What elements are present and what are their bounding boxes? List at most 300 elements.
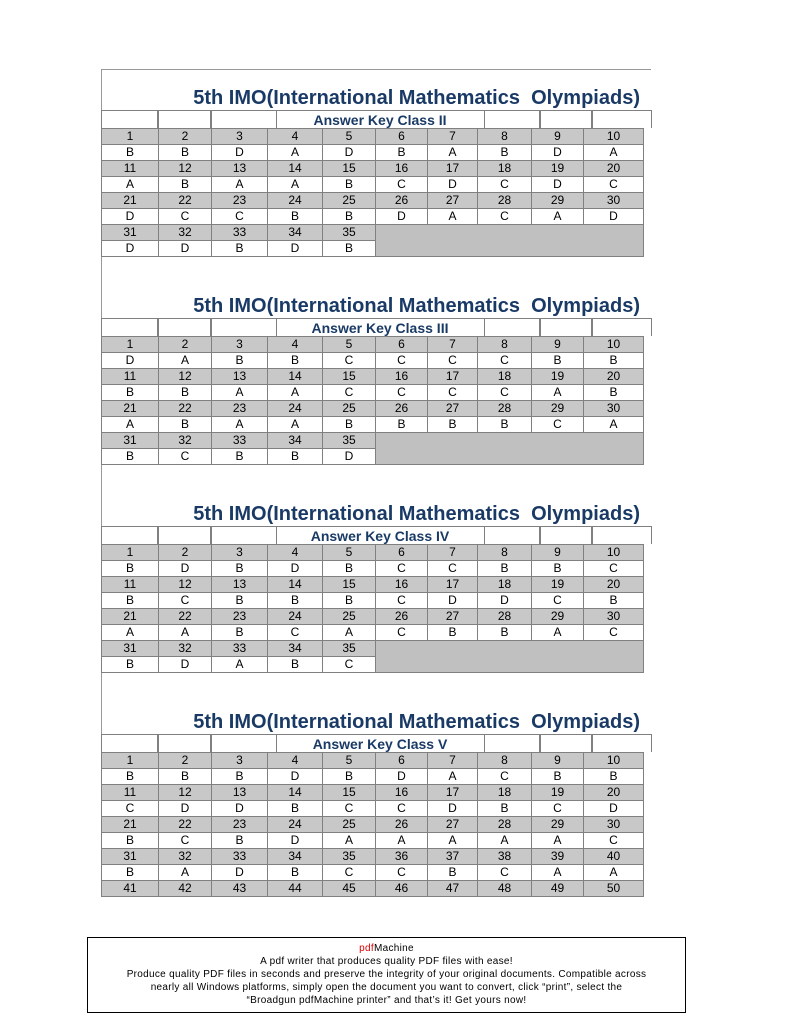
answer-cell: A (212, 657, 268, 673)
answer-cell: A (323, 625, 376, 641)
question-number-cell: 1 (102, 129, 159, 145)
question-number-cell: 25 (323, 609, 376, 625)
question-number-cell: 22 (159, 401, 212, 417)
answer-cell: C (268, 625, 323, 641)
question-number-cell: 18 (478, 785, 532, 801)
answer-cell: B (212, 449, 268, 465)
answer-cell: D (268, 833, 323, 849)
question-number-cell: 5 (323, 545, 376, 561)
question-number-cell: 22 (159, 609, 212, 625)
footer-line-4: “Broadgun pdfMachine printer” and that’s it! Get yours now! (246, 995, 527, 1006)
answer-cell: C (159, 209, 212, 225)
question-number-cell: 28 (478, 193, 532, 209)
header-empty-cell (211, 526, 277, 544)
question-number-cell: 23 (212, 193, 268, 209)
answer-cell: D (428, 177, 478, 193)
answer-cell: D (532, 145, 584, 161)
question-number-cell: 23 (212, 817, 268, 833)
question-number-cell: 3 (212, 753, 268, 769)
answer-cell: C (159, 833, 212, 849)
question-number-cell: 15 (323, 785, 376, 801)
question-number-cell: 32 (159, 849, 212, 865)
answer-cell: B (268, 353, 323, 369)
answer-key-table (101, 752, 644, 897)
question-number-cell: 40 (584, 849, 644, 865)
answer-cell: A (428, 833, 478, 849)
answer-cell: A (323, 833, 376, 849)
answer-cell: B (478, 801, 532, 817)
question-number-cell: 5 (323, 129, 376, 145)
question-number-row (102, 785, 644, 801)
question-number-cell: 7 (428, 129, 478, 145)
question-number-cell: 6 (376, 129, 428, 145)
answer-cell: D (376, 769, 428, 785)
answer-cell: B (323, 209, 376, 225)
question-number-cell: 34 (268, 433, 323, 449)
answer-cell: A (268, 417, 323, 433)
question-number-cell: 26 (376, 401, 428, 417)
answer-cell: B (212, 561, 268, 577)
answer-cell: B (584, 353, 644, 369)
question-number-cell: 10 (584, 337, 644, 353)
question-number-row (102, 849, 644, 865)
answer-cell: A (532, 209, 584, 225)
block-title: 5th IMO(International Mathematics Olympiads) (193, 711, 640, 733)
question-number-cell: 35 (323, 641, 376, 657)
answer-cell: C (376, 561, 428, 577)
question-number-cell: 2 (159, 129, 212, 145)
question-number-cell: 37 (428, 849, 478, 865)
answer-cell: B (584, 769, 644, 785)
answer-cell: D (268, 561, 323, 577)
answer-cell: C (532, 593, 584, 609)
question-number-cell: 28 (478, 401, 532, 417)
footer-line-2: Produce quality PDF files in seconds and preserve the integrity of your original documents. Compatible across (126, 969, 647, 980)
question-number-cell: 9 (532, 129, 584, 145)
answer-cell: A (159, 353, 212, 369)
answer-cell: B (102, 593, 159, 609)
header-empty-cell (540, 110, 592, 128)
answer-cell: D (428, 593, 478, 609)
question-number-cell: 41 (102, 881, 159, 897)
answer-cell: B (376, 417, 428, 433)
question-number-cell: 22 (159, 193, 212, 209)
answer-cell: C (323, 353, 376, 369)
answer-cell: D (159, 657, 212, 673)
answer-cell: B (478, 417, 532, 433)
answer-cell: C (532, 417, 584, 433)
answer-cell: C (323, 385, 376, 401)
answer-cell: C (478, 769, 532, 785)
header-empty-cell (211, 734, 277, 752)
question-number-cell: 42 (159, 881, 212, 897)
answer-cell: A (102, 625, 159, 641)
question-number-row (102, 337, 644, 353)
question-number-cell: 27 (428, 401, 478, 417)
answer-cell: B (478, 561, 532, 577)
question-number-cell: 14 (268, 369, 323, 385)
answer-row (102, 593, 644, 609)
answer-cell: D (102, 209, 159, 225)
header-empty-cell (158, 526, 211, 544)
answer-cell: C (376, 865, 428, 881)
question-number-cell: 17 (428, 369, 478, 385)
answer-cell: B (323, 241, 376, 257)
question-number-cell: 30 (584, 817, 644, 833)
header-empty-cell (484, 526, 540, 544)
answer-cell: C (584, 561, 644, 577)
header-empty-cell (101, 526, 158, 544)
answer-key-table (101, 128, 644, 257)
question-number-cell: 21 (102, 609, 159, 625)
answer-cell: B (323, 177, 376, 193)
question-number-cell: 31 (102, 641, 159, 657)
header-empty-cell (211, 318, 277, 336)
answer-key-header-row (101, 734, 652, 752)
answer-key-label: Answer Key Class IV (276, 526, 484, 544)
answer-cell: C (323, 865, 376, 881)
answer-cell: B (159, 145, 212, 161)
answer-cell: D (478, 593, 532, 609)
answer-cell: A (428, 209, 478, 225)
answer-cell: C (428, 353, 478, 369)
answer-row (102, 385, 644, 401)
question-number-cell: 30 (584, 193, 644, 209)
question-number-cell: 24 (268, 193, 323, 209)
question-number-row (102, 641, 644, 657)
question-number-cell: 25 (323, 401, 376, 417)
question-number-cell: 9 (532, 753, 584, 769)
answer-cell: B (159, 769, 212, 785)
answer-cell: B (102, 449, 159, 465)
answer-cell: B (212, 833, 268, 849)
question-number-cell: 13 (212, 577, 268, 593)
answer-cell: A (532, 833, 584, 849)
question-number-cell: 17 (428, 785, 478, 801)
question-number-cell: 4 (268, 753, 323, 769)
answer-cell: B (376, 145, 428, 161)
question-number-cell: 15 (323, 577, 376, 593)
question-number-cell: 32 (159, 641, 212, 657)
header-empty-cell (484, 110, 540, 128)
question-number-cell: 10 (584, 753, 644, 769)
answer-cell: C (478, 209, 532, 225)
question-number-cell: 29 (532, 193, 584, 209)
question-number-cell: 34 (268, 849, 323, 865)
answer-cell: B (428, 865, 478, 881)
answer-cell: D (268, 769, 323, 785)
question-number-cell: 18 (478, 369, 532, 385)
question-number-cell: 7 (428, 545, 478, 561)
question-number-cell: 8 (478, 337, 532, 353)
answer-cell: A (584, 145, 644, 161)
answer-cell: C (376, 801, 428, 817)
question-number-cell: 38 (478, 849, 532, 865)
question-number-cell: 30 (584, 609, 644, 625)
answer-cell: D (159, 801, 212, 817)
answer-cell: A (102, 177, 159, 193)
answer-key-header-row (101, 526, 652, 544)
answer-cell: C (478, 865, 532, 881)
answer-cell: A (212, 177, 268, 193)
header-empty-cell (158, 318, 211, 336)
answer-cell: B (323, 593, 376, 609)
question-number-row (102, 401, 644, 417)
answer-cell: A (268, 177, 323, 193)
answer-cell: C (376, 385, 428, 401)
question-number-row (102, 433, 644, 449)
header-empty-cell (592, 526, 652, 544)
question-number-row (102, 225, 644, 241)
answer-cell: C (376, 593, 428, 609)
answer-cell: B (478, 145, 532, 161)
answer-cell: D (323, 449, 376, 465)
question-number-cell: 16 (376, 161, 428, 177)
answer-cell: A (212, 385, 268, 401)
answer-cell: A (159, 865, 212, 881)
question-number-cell: 17 (428, 577, 478, 593)
question-number-cell: 30 (584, 401, 644, 417)
question-number-cell: 3 (212, 337, 268, 353)
question-number-cell: 43 (212, 881, 268, 897)
question-number-cell: 5 (323, 337, 376, 353)
answer-cell: A (532, 865, 584, 881)
question-number-cell: 11 (102, 577, 159, 593)
answer-cell: D (212, 865, 268, 881)
answer-cell: B (268, 593, 323, 609)
question-number-cell: 26 (376, 609, 428, 625)
question-number-cell: 32 (159, 225, 212, 241)
answer-cell: A (428, 145, 478, 161)
answer-cell: D (102, 241, 159, 257)
question-number-cell: 18 (478, 161, 532, 177)
question-number-cell: 27 (428, 193, 478, 209)
question-number-cell: 11 (102, 161, 159, 177)
answer-cell: C (532, 801, 584, 817)
answer-cell: C (159, 449, 212, 465)
answer-row (102, 145, 644, 161)
answer-cell: A (159, 625, 212, 641)
block-title: 5th IMO(International Mathematics Olympiads) (193, 295, 640, 317)
answer-cell: B (532, 561, 584, 577)
answer-cell: C (478, 353, 532, 369)
answer-row (102, 561, 644, 577)
question-number-cell: 8 (478, 545, 532, 561)
question-number-cell: 16 (376, 785, 428, 801)
answer-cell: B (212, 769, 268, 785)
header-empty-cell (211, 110, 277, 128)
answer-cell: D (584, 801, 644, 817)
question-number-cell: 25 (323, 817, 376, 833)
answer-row (102, 769, 644, 785)
answer-cell: B (532, 353, 584, 369)
question-number-cell: 23 (212, 401, 268, 417)
question-number-cell: 35 (323, 225, 376, 241)
answer-cell: B (323, 561, 376, 577)
answer-cell: B (212, 353, 268, 369)
question-number-cell: 12 (159, 369, 212, 385)
answer-cell: B (159, 385, 212, 401)
answer-cell: B (268, 657, 323, 673)
answer-cell: C (323, 801, 376, 817)
question-number-cell: 21 (102, 401, 159, 417)
question-number-cell: 4 (268, 337, 323, 353)
question-number-cell: 20 (584, 161, 644, 177)
question-number-cell: 15 (323, 161, 376, 177)
answer-cell: D (532, 177, 584, 193)
question-number-cell: 26 (376, 193, 428, 209)
answer-cell: C (376, 177, 428, 193)
question-number-cell: 36 (376, 849, 428, 865)
header-empty-cell (540, 734, 592, 752)
answer-cell: C (428, 561, 478, 577)
question-number-cell: 10 (584, 129, 644, 145)
question-number-cell: 25 (323, 193, 376, 209)
question-number-cell: 8 (478, 129, 532, 145)
answer-cell: D (376, 209, 428, 225)
answer-cell: B (102, 769, 159, 785)
question-number-cell: 2 (159, 545, 212, 561)
question-number-cell: 39 (532, 849, 584, 865)
question-number-cell: 44 (268, 881, 323, 897)
question-number-cell: 13 (212, 369, 268, 385)
answer-cell: A (584, 865, 644, 881)
answer-row (102, 833, 644, 849)
answer-cell: D (102, 353, 159, 369)
question-number-row (102, 753, 644, 769)
answer-cell: B (212, 625, 268, 641)
question-number-cell: 33 (212, 433, 268, 449)
question-number-row (102, 161, 644, 177)
answer-cell: A (376, 833, 428, 849)
question-number-cell: 6 (376, 337, 428, 353)
question-number-cell: 9 (532, 337, 584, 353)
answer-cell: B (268, 865, 323, 881)
answer-row (102, 625, 644, 641)
question-number-cell: 31 (102, 433, 159, 449)
question-number-cell: 14 (268, 161, 323, 177)
answer-cell: A (532, 385, 584, 401)
question-number-cell: 6 (376, 753, 428, 769)
question-number-cell: 33 (212, 225, 268, 241)
question-number-cell: 4 (268, 129, 323, 145)
question-number-cell: 16 (376, 577, 428, 593)
question-number-cell: 47 (428, 881, 478, 897)
answer-cell: D (159, 561, 212, 577)
question-number-cell: 17 (428, 161, 478, 177)
answer-row (102, 177, 644, 193)
question-number-cell: 48 (478, 881, 532, 897)
question-number-cell: 18 (478, 577, 532, 593)
answer-cell: B (584, 385, 644, 401)
answer-cell: B (323, 769, 376, 785)
question-number-cell: 49 (532, 881, 584, 897)
empty-filler-cell (376, 641, 644, 673)
answer-cell: C (478, 177, 532, 193)
answer-cell: A (268, 145, 323, 161)
header-empty-cell (101, 734, 158, 752)
block-title: 5th IMO(International Mathematics Olympiads) (193, 503, 640, 525)
answer-cell: D (212, 145, 268, 161)
answer-cell: B (428, 417, 478, 433)
answer-cell: B (102, 145, 159, 161)
question-number-cell: 2 (159, 337, 212, 353)
question-number-row (102, 369, 644, 385)
question-number-cell: 21 (102, 817, 159, 833)
question-number-cell: 29 (532, 401, 584, 417)
question-number-cell: 34 (268, 641, 323, 657)
answer-cell: C (323, 657, 376, 673)
question-number-cell: 33 (212, 849, 268, 865)
answer-row (102, 417, 644, 433)
answer-cell: D (268, 241, 323, 257)
question-number-cell: 24 (268, 817, 323, 833)
question-number-cell: 4 (268, 545, 323, 561)
question-number-cell: 1 (102, 337, 159, 353)
answer-cell: B (102, 561, 159, 577)
question-number-cell: 19 (532, 161, 584, 177)
question-number-cell: 32 (159, 433, 212, 449)
footer-line-1: A pdf writer that produces quality PDF files with ease! (260, 956, 513, 967)
question-number-row (102, 193, 644, 209)
answer-cell: A (268, 385, 323, 401)
question-number-cell: 28 (478, 609, 532, 625)
question-number-cell: 34 (268, 225, 323, 241)
question-number-cell: 33 (212, 641, 268, 657)
question-number-cell: 29 (532, 609, 584, 625)
footer-line-3: nearly all Windows platforms, simply open the document you want to convert, click “print”, select the (150, 982, 623, 993)
answer-row (102, 801, 644, 817)
question-number-cell: 12 (159, 577, 212, 593)
question-number-row (102, 817, 644, 833)
header-empty-cell (101, 318, 158, 336)
header-empty-cell (540, 526, 592, 544)
answer-cell: D (428, 801, 478, 817)
pdfmachine-brand: pdfMachine (359, 943, 414, 954)
answer-cell: D (323, 145, 376, 161)
answer-cell: C (478, 385, 532, 401)
question-number-cell: 14 (268, 785, 323, 801)
question-number-cell: 3 (212, 545, 268, 561)
question-number-cell: 13 (212, 161, 268, 177)
answer-cell: C (212, 209, 268, 225)
question-number-cell: 16 (376, 369, 428, 385)
answer-key-header-row (101, 110, 652, 128)
question-number-cell: 35 (323, 433, 376, 449)
answer-cell: C (376, 625, 428, 641)
answer-row (102, 209, 644, 225)
empty-filler-cell (376, 225, 644, 257)
answer-key-label: Answer Key Class V (276, 734, 484, 752)
question-number-cell: 29 (532, 817, 584, 833)
question-number-cell: 19 (532, 369, 584, 385)
answer-cell: A (212, 417, 268, 433)
question-number-cell: 15 (323, 369, 376, 385)
answer-key-header-row (101, 318, 652, 336)
answer-cell: B (102, 833, 159, 849)
answer-cell: B (268, 209, 323, 225)
answer-cell: B (478, 625, 532, 641)
answer-cell: C (428, 385, 478, 401)
question-number-cell: 35 (323, 849, 376, 865)
question-number-cell: 21 (102, 193, 159, 209)
question-number-row (102, 129, 644, 145)
answer-cell: D (159, 241, 212, 257)
header-empty-cell (592, 318, 652, 336)
answer-cell: D (212, 801, 268, 817)
header-empty-cell (484, 734, 540, 752)
answer-cell: C (584, 177, 644, 193)
